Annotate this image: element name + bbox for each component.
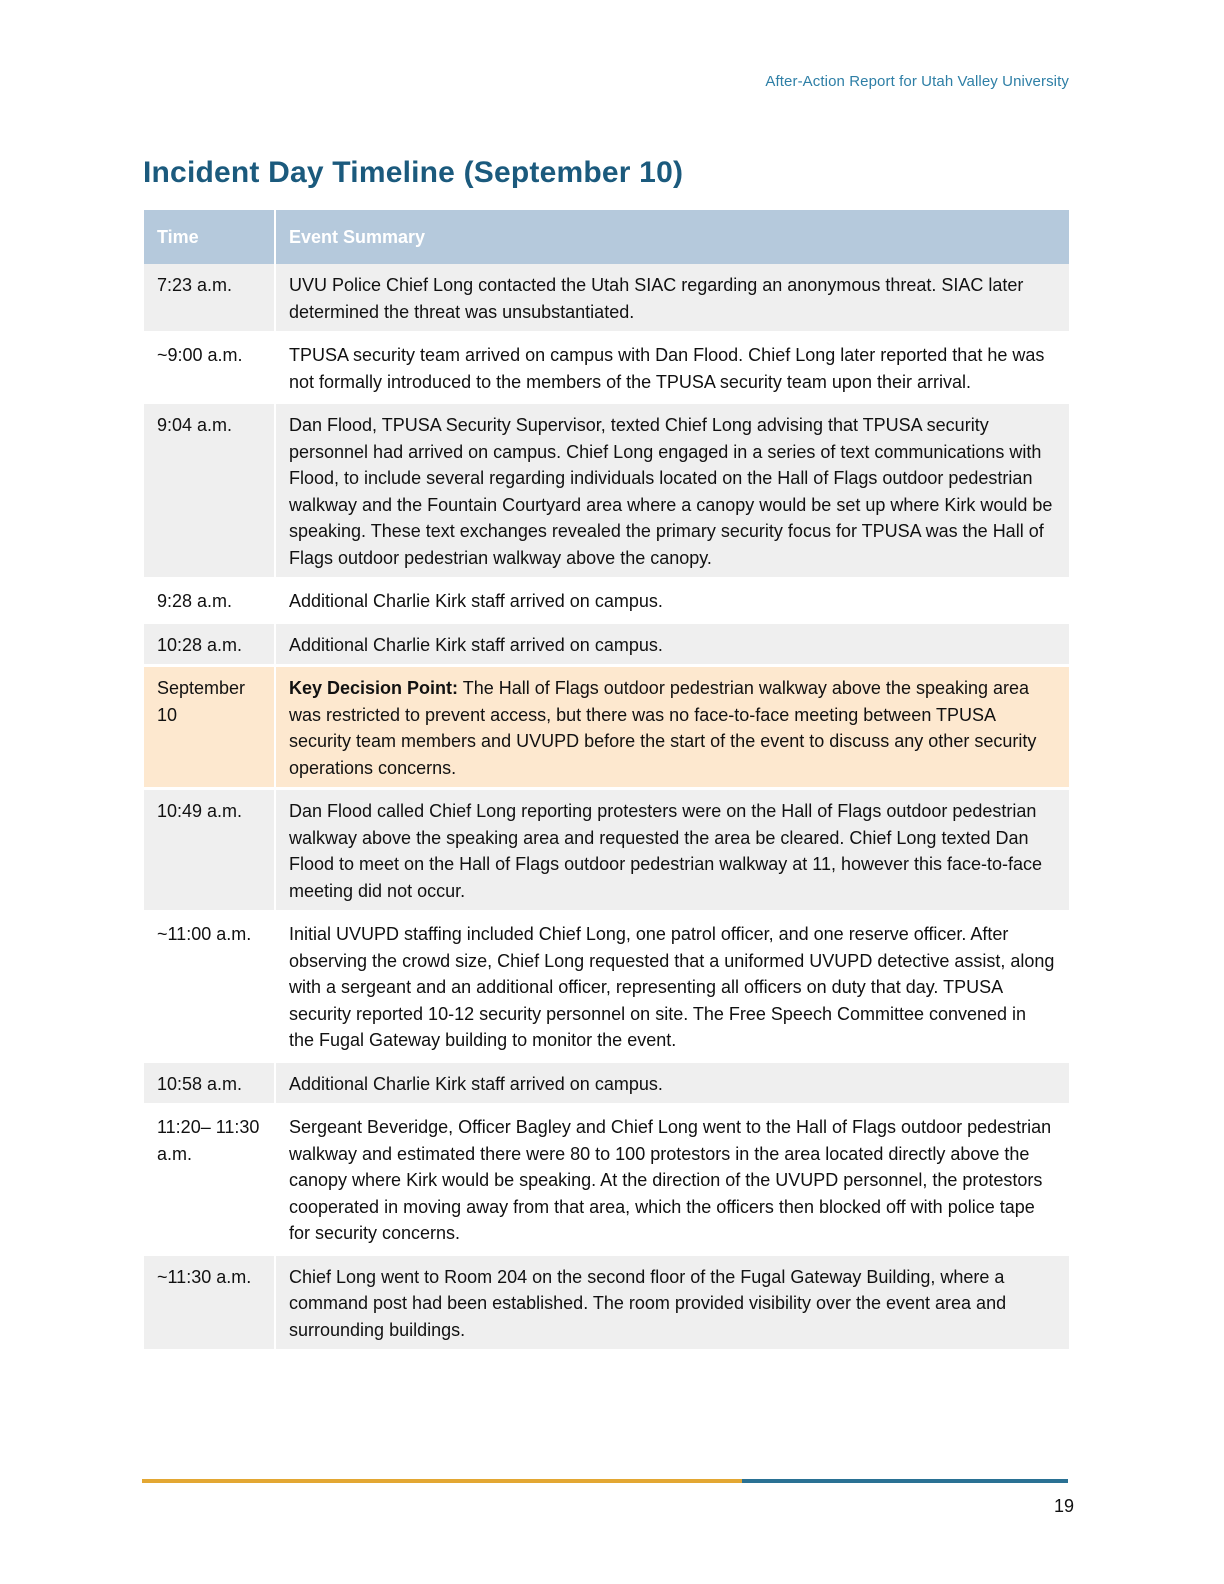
table-row (144, 621, 1069, 665)
key-decision-text: The Hall of Flags outdoor pedestrian walkway above the speaking area was restricted to prevent access, but there was no face-to-face meeting between TPUSA security team members and UVUPD before the start of the event to discuss any other security operations concerns. (289, 678, 1037, 778)
table-header-row (144, 210, 1069, 264)
table-row (144, 401, 1069, 577)
key-decision-row (144, 664, 1069, 787)
footer-rule-blue (742, 1479, 1068, 1483)
table-row (144, 1253, 1069, 1350)
timeline-table (144, 210, 1069, 1349)
summary-cell: Dan Flood called Chief Long reporting protesters were on the Hall of Flags outdoor pedestrian walkway above the speaking area and requested the area be cleared. Chief Long texted Dan Flood to meet on the Hall of Flags outdoor pedestrian walkway at 11, however this face-to-face meeting did not occur. (276, 787, 1069, 910)
summary-cell: Additional Charlie Kirk staff arrived on campus. (276, 577, 1069, 621)
time-cell: ~11:30 a.m. (144, 1253, 276, 1350)
summary-cell: UVU Police Chief Long contacted the Utah SIAC regarding an anonymous threat. SIAC later determined the threat was unsubstantiated. (276, 264, 1069, 331)
time-cell: 9:04 a.m. (144, 401, 276, 577)
time-cell: ~9:00 a.m. (144, 331, 276, 401)
summary-cell: Dan Flood, TPUSA Security Supervisor, texted Chief Long advising that TPUSA security personnel had arrived on campus. Chief Long engaged in a series of text communications with Flood, to include several regarding individuals located on the Hall of Flags outdoor pedestrian walkway and the Fountain Courtyard area where a canopy would be set up where Kirk would be speaking. These text exchanges revealed the primary security focus for TPUSA was the Hall of Flags outdoor pedestrian walkway above the canopy. (276, 401, 1069, 577)
time-cell: September 10 (144, 664, 276, 787)
time-cell: 7:23 a.m. (144, 264, 276, 331)
table-row (144, 577, 1069, 621)
page-number: 19 (1053, 1496, 1074, 1516)
table-row (144, 1103, 1069, 1253)
summary-cell (276, 664, 1069, 787)
column-header-time: Time (144, 210, 276, 264)
summary-cell: Sergeant Beveridge, Officer Bagley and Chief Long went to the Hall of Flags outdoor pedestrian walkway and estimated there were 80 to 100 protestors in the area located directly above the canopy where Kirk would be speaking. At the direction of the UVUPD personnel, the protestors cooperated in moving away from that area, which the officers then blocked off with police tape for security concerns. (276, 1103, 1069, 1253)
table-row (144, 331, 1069, 401)
time-cell: 10:49 a.m. (144, 787, 276, 910)
time-cell: 10:58 a.m. (144, 1060, 276, 1104)
summary-cell: Additional Charlie Kirk staff arrived on campus. (276, 621, 1069, 665)
table-row (144, 787, 1069, 910)
time-cell: 10:28 a.m. (144, 621, 276, 665)
summary-cell: Additional Charlie Kirk staff arrived on campus. (276, 1060, 1069, 1104)
running-header: After-Action Report for Utah Valley University (765, 73, 1069, 90)
table-row (144, 1060, 1069, 1104)
time-cell: 9:28 a.m. (144, 577, 276, 621)
summary-cell: Initial UVUPD staffing included Chief Long, one patrol officer, and one reserve officer. After observing the crowd size, Chief Long requested that a uniformed UVUPD detective assist, along with a sergeant and an additional officer, representing all officers on duty that day. TPUSA security reported 10-12 security personnel on site. The Free Speech Committee convened in the Fugal Gateway building to monitor the event. (276, 910, 1069, 1060)
column-header-event-summary: Event Summary (276, 210, 1069, 264)
summary-cell: TPUSA security team arrived on campus with Dan Flood. Chief Long later reported that he was not formally introduced to the members of the TPUSA security team upon their arrival. (276, 331, 1069, 401)
table-row (144, 264, 1069, 331)
page-title: Incident Day Timeline (September 10) (143, 156, 684, 189)
key-decision-label: Key Decision Point: (289, 678, 459, 698)
time-cell: 11:20– 11:30 a.m. (144, 1103, 276, 1253)
summary-cell: Chief Long went to Room 204 on the second floor of the Fugal Gateway Building, where a command post had been established. The room provided visibility over the event area and surrounding buildings. (276, 1253, 1069, 1350)
table-row (144, 910, 1069, 1060)
time-cell: ~11:00 a.m. (144, 910, 276, 1060)
footer-rule-gold (142, 1479, 742, 1483)
